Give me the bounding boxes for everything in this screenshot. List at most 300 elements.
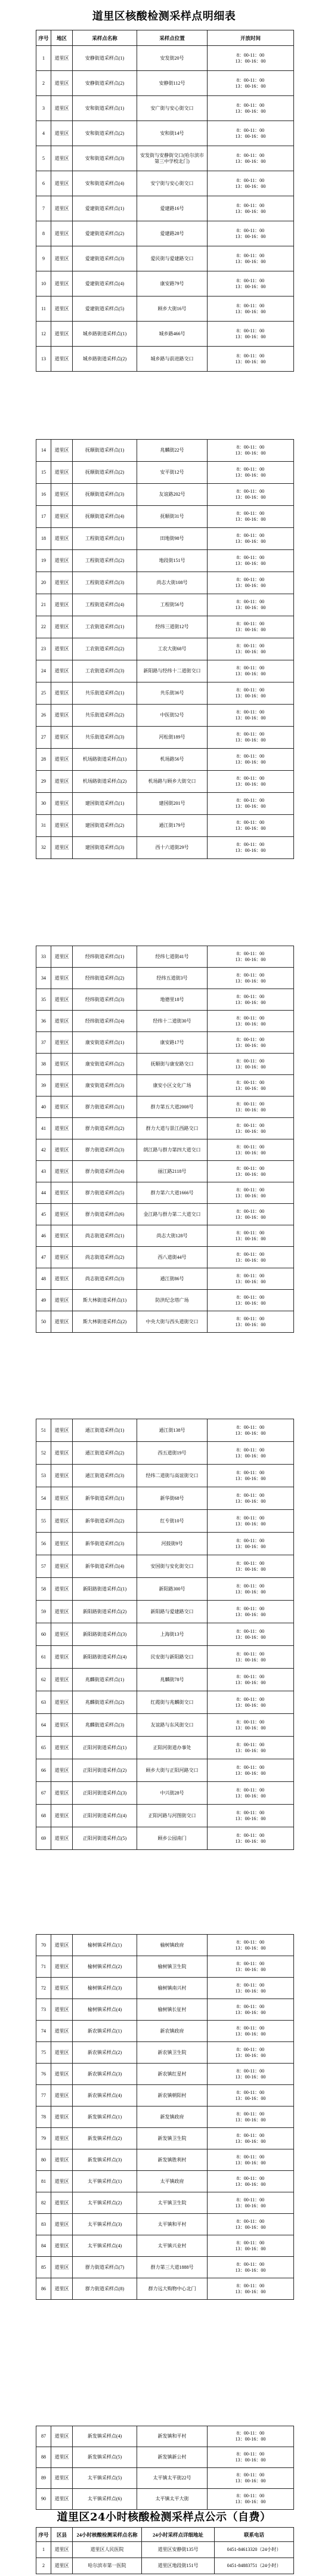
cell-open-hours — [208, 1182, 294, 1204]
cell-open-hours — [208, 322, 294, 347]
cell-site-location: 兆麟街22号 — [137, 440, 208, 462]
document-title: 道里区核酸检测采样点明细表 — [92, 10, 236, 23]
cell-site-name: 康安街道采样点(1) — [73, 1032, 137, 1054]
cell-district: 道里区 — [51, 771, 73, 793]
table-row — [36, 71, 294, 96]
cell-district: 道里区 — [51, 1465, 73, 1487]
cell-site-name: 城乡路街道采样点(2) — [73, 347, 137, 372]
cell-open-hours — [208, 2149, 294, 2171]
cell-district: 道里区 — [51, 1956, 73, 1978]
cell-district: 道里区 — [51, 221, 73, 246]
cell-site-location: 城乡路与前进路交口 — [137, 347, 208, 372]
cell-site-name: 康安街道采样点(2) — [73, 1054, 137, 1075]
open-hours-afternoon: 13：00-16：00 — [235, 495, 266, 500]
cell-site-name: 新发镇采样点(1) — [73, 2106, 137, 2128]
cell-site-location: 共乐街36号 — [137, 682, 208, 705]
cell-site-location: 太平镇和平村 — [137, 2214, 208, 2235]
cell-serial-number: 63 — [36, 1691, 51, 1714]
cell-district: 道里区 — [51, 1032, 73, 1054]
open-hours-morning: 8：00-11：00 — [236, 1122, 265, 1128]
cell-district: 道里区 — [51, 2278, 73, 2300]
table-row — [36, 2468, 294, 2489]
column-header: 采样点名称 — [73, 30, 137, 46]
cell-site-location: 安宁街与安心街交口 — [137, 171, 208, 196]
cell-serial-number: 48 — [36, 1268, 51, 1290]
open-hours-afternoon: 13：00-16：00 — [235, 1236, 266, 1241]
table-row — [36, 572, 294, 594]
table-row — [36, 2192, 294, 2214]
open-hours-afternoon: 13：00-16：00 — [235, 359, 266, 365]
open-hours-morning: 8：00-11：00 — [236, 1628, 265, 1634]
cell-open-hours — [208, 2489, 294, 2510]
table-row — [36, 1465, 294, 1487]
cell-serial-number: 15 — [36, 462, 51, 484]
open-hours-afternoon: 13：00-16：00 — [235, 1257, 266, 1263]
cell-site-name: 榆树镇采样点(2) — [73, 1956, 137, 1978]
cell-site-location: 西五道街19号 — [137, 1442, 208, 1465]
table-row — [36, 1935, 294, 1956]
open-hours-morning: 8：00-11：00 — [236, 533, 265, 538]
cell-open-hours — [208, 221, 294, 246]
open-hours-afternoon: 13：00-16：00 — [235, 1634, 266, 1640]
cell-serial-number: 66 — [36, 1759, 51, 1782]
cell-site-location: 安和街14号 — [137, 121, 208, 146]
cell-site-location: 顾乡大街16号 — [137, 296, 208, 322]
cell-open-hours — [208, 1225, 294, 1247]
cell-district: 道里区 — [51, 347, 73, 372]
cell-serial-number: 69 — [36, 1827, 51, 1850]
cell-open-hours — [208, 989, 294, 1011]
cell-district: 道里区 — [51, 246, 73, 271]
cell-open-hours — [208, 1118, 294, 1139]
open-hours-afternoon: 13：00-16：00 — [235, 1657, 266, 1663]
column-header: 序号 — [36, 30, 51, 46]
cell-serial-number: 21 — [36, 594, 51, 616]
open-hours-morning: 8：00-11：00 — [236, 1187, 265, 1193]
open-hours-afternoon: 13：00-16：00 — [235, 1453, 266, 1459]
sampling-table-page-1 — [36, 30, 294, 372]
cell-open-hours — [208, 1782, 294, 1805]
open-hours-morning: 8：00-11：00 — [236, 2240, 265, 2245]
open-hours-afternoon: 13：00-16：00 — [235, 333, 266, 339]
open-hours-afternoon: 13：00-16：00 — [235, 826, 266, 831]
open-hours-morning: 8：00-11：00 — [236, 2430, 265, 2436]
cell-site-location: 红霞街与兆麟街交口 — [137, 1691, 208, 1714]
cell-site-name: 正阳河街道采样点(4) — [73, 1805, 137, 1827]
open-hours-morning: 8：00-11：00 — [236, 277, 265, 283]
table-row — [36, 2149, 294, 2171]
cell-site-location: 群力第六大道1666号 — [137, 1182, 208, 1204]
cell-site-name: 经纬街道采样点(4) — [73, 1011, 137, 1032]
open-hours-afternoon: 13：00-16：00 — [235, 183, 266, 189]
cell-site-location: 太平镇卫生院 — [137, 2192, 208, 2214]
cell-district: 道里区 — [51, 1161, 73, 1182]
cell-district: 道里区 — [51, 1578, 73, 1601]
cell-open-hours — [208, 1442, 294, 1465]
table-row — [36, 46, 294, 71]
open-hours-morning: 8：00-11：00 — [236, 1673, 265, 1679]
cell-site-location: 新发镇胜利村 — [137, 2149, 208, 2171]
cell-district: 道里区 — [51, 2171, 73, 2192]
cell-serial-number: 46 — [36, 1225, 51, 1247]
cell-site-location: 民安街与新阳路交口 — [137, 1646, 208, 1669]
cell-site-location: 西十六道街29号 — [137, 837, 208, 859]
open-hours-morning: 8：00-11：00 — [236, 1015, 265, 1021]
cell-open-hours — [208, 1487, 294, 1510]
cell-site-name: 建国街道采样点(3) — [73, 837, 137, 859]
cell-serial-number: 86 — [36, 2278, 51, 2300]
table-row — [36, 1075, 294, 1097]
open-hours-afternoon: 13：00-16：00 — [235, 2436, 266, 2442]
cell-site-location: 经纬五道街3号 — [137, 968, 208, 989]
table-row — [36, 96, 294, 121]
cell-serial-number: 31 — [36, 815, 51, 837]
cell-site-name: 共乐街道采样点(3) — [73, 727, 137, 749]
cell-serial-number: 6 — [36, 171, 51, 196]
cell-serial-number: 76 — [36, 2064, 51, 2085]
cell-site-location: 工农大街68号 — [137, 638, 208, 660]
cell-district: 道里区 — [51, 2192, 73, 2214]
cell-site-name: 经纬街道采样点(1) — [73, 946, 137, 968]
cell-serial-number: 33 — [36, 946, 51, 968]
cell-site-location: 河松街189号 — [137, 727, 208, 749]
cell-open-hours — [208, 946, 294, 968]
table-row — [36, 660, 294, 682]
cell-serial-number: 1 — [36, 2542, 51, 2558]
open-hours-morning: 8：00-11：00 — [236, 252, 265, 258]
table-row — [36, 1601, 294, 1623]
cell-district: 道里区 — [51, 1827, 73, 1850]
cell-serial-number: 52 — [36, 1442, 51, 1465]
cell-site-name: 太平镇采样点(1) — [73, 2171, 137, 2192]
cell-site-name: 爱建街道采样点(2) — [73, 221, 137, 246]
open-hours-afternoon: 13：00-16：00 — [235, 1725, 266, 1731]
cell-site-location: 顾乡大街与正阳河路交口 — [137, 1759, 208, 1782]
cell-site-name: 榆树镇采样点(1) — [73, 1935, 137, 1956]
cell-district: 道里区 — [51, 1935, 73, 1956]
cell-site-name: 群力街道采样点(4) — [73, 1161, 137, 1182]
open-hours-afternoon: 13：00-16：00 — [235, 1793, 266, 1799]
cell-site-location: 新农镇政府 — [137, 2021, 208, 2042]
cell-district: 道里区 — [51, 462, 73, 484]
cell-open-hours — [208, 705, 294, 727]
cell-district: 道里区 — [51, 96, 73, 121]
cell-serial-number: 77 — [36, 2085, 51, 2106]
open-hours-afternoon: 13：00-16：00 — [235, 605, 266, 610]
cell-open-hours — [208, 1978, 294, 1999]
cell-district: 道里区 — [51, 322, 73, 347]
cell-open-hours — [208, 196, 294, 221]
cell-site-location: 康安小区文化广场 — [137, 1075, 208, 1097]
cell-site-name: 群力街道采样点(8) — [73, 2278, 137, 2300]
open-hours-morning: 8：00-11：00 — [236, 1537, 265, 1543]
cell-district: 道里区 — [51, 1118, 73, 1139]
cell-serial-number: 68 — [36, 1805, 51, 1827]
cell-site-location: 正阳河路与河图街交口 — [137, 1805, 208, 1827]
open-hours-afternoon: 13：00-16：00 — [235, 1966, 266, 1972]
cell-site-name: 安和街道采样点(2) — [73, 121, 137, 146]
cell-site-location: 群力第三大道1888号 — [137, 2257, 208, 2278]
open-hours-afternoon: 13：00-16：00 — [235, 2245, 266, 2251]
open-hours-afternoon: 13：00-16：00 — [235, 1321, 266, 1327]
cell-site-name: 新发镇采样点(3) — [73, 2149, 137, 2171]
cell-serial-number: 88 — [36, 2447, 51, 2468]
open-hours-morning: 8：00-11：00 — [236, 1741, 265, 1747]
cell-site-name: 建国街道采样点(1) — [73, 793, 137, 815]
open-hours-afternoon: 13：00-16：00 — [235, 693, 266, 699]
cell-site-name: 通江街道采样点(3) — [73, 1465, 137, 1487]
cell-district: 道里区 — [51, 46, 73, 71]
table-row — [36, 1204, 294, 1225]
cell-site-location: 经纬二道街与高谊街交口 — [137, 1465, 208, 1487]
table-row — [36, 2489, 294, 2510]
table-row — [36, 440, 294, 462]
open-hours-afternoon: 13：00-16：00 — [235, 158, 266, 164]
table-row — [36, 271, 294, 296]
cell-site-name: 爱建街道采样点(3) — [73, 246, 137, 271]
cell-serial-number: 90 — [36, 2489, 51, 2510]
cell-open-hours — [208, 2278, 294, 2300]
cell-serial-number: 78 — [36, 2106, 51, 2128]
open-hours-morning: 8：00-11：00 — [236, 102, 265, 108]
cell-serial-number: 10 — [36, 271, 51, 296]
cell-open-hours — [208, 968, 294, 989]
open-hours-morning: 8：00-11：00 — [236, 1294, 265, 1300]
cell-site-name: 爱建街道采样点(1) — [73, 196, 137, 221]
cell-serial-number: 26 — [36, 705, 51, 727]
cell-site-name: 兆麟街道采样点(3) — [73, 1714, 137, 1737]
cell-site-name: 太平镇采样点(6) — [73, 2489, 137, 2510]
cell-serial-number: 57 — [36, 1555, 51, 1578]
open-hours-morning: 8：00-11：00 — [236, 511, 265, 516]
cell-open-hours — [208, 2106, 294, 2128]
open-hours-morning: 8：00-11：00 — [236, 2025, 265, 2031]
open-hours-afternoon: 13：00-16：00 — [235, 58, 266, 64]
open-hours-afternoon: 13：00-16：00 — [235, 1679, 266, 1685]
open-hours-afternoon: 13：00-16：00 — [235, 1085, 266, 1091]
table-row — [36, 2171, 294, 2192]
cell-open-hours — [208, 1999, 294, 2021]
cell-open-hours — [208, 1268, 294, 1290]
table-row — [36, 2042, 294, 2064]
cell-site-location: 友谊路与东风街交口 — [137, 1714, 208, 1737]
open-hours-morning: 8：00-11：00 — [236, 2282, 265, 2288]
cell-open-hours — [208, 1601, 294, 1623]
open-hours-morning: 8：00-11：00 — [236, 52, 265, 58]
cell-open-hours — [208, 1691, 294, 1714]
open-hours-afternoon: 13：00-16：00 — [235, 2160, 266, 2166]
cell-site-name: 新阳路街道采样点(4) — [73, 1646, 137, 1669]
open-hours-morning: 8：00-11：00 — [236, 753, 265, 759]
cell-site-name: 太平镇采样点(2) — [73, 2192, 137, 2214]
cell-site-location: 工程街56号 — [137, 594, 208, 616]
cell-site-name: 抚顺街道采样点(2) — [73, 462, 137, 484]
open-hours-morning: 8：00-11：00 — [236, 1315, 265, 1321]
table-row — [36, 1097, 294, 1118]
table-row — [36, 1510, 294, 1533]
cell-serial-number: 18 — [36, 528, 51, 550]
cell-open-hours — [208, 2021, 294, 2042]
open-hours-afternoon: 13：00-16：00 — [235, 715, 266, 721]
cell-district: 道里区 — [51, 1759, 73, 1782]
cell-serial-number: 19 — [36, 550, 51, 572]
cell-site-name: 新阳路街道采样点(3) — [73, 1623, 137, 1646]
cell-site-location: 防洪纪念塔广场 — [137, 1290, 208, 1311]
cell-serial-number: 75 — [36, 2042, 51, 2064]
column-header: 序号 — [36, 2528, 51, 2542]
cell-serial-number: 28 — [36, 749, 51, 771]
cell-open-hours — [208, 462, 294, 484]
cell-site-location: 太平镇兴业村 — [137, 2235, 208, 2257]
cell-open-hours — [208, 484, 294, 506]
cell-site-location: 安静街112号 — [137, 71, 208, 96]
open-hours-afternoon: 13：00-16：00 — [235, 283, 266, 289]
cell-serial-number: 79 — [36, 2128, 51, 2149]
cell-serial-number: 34 — [36, 968, 51, 989]
open-hours-afternoon: 13：00-16：00 — [235, 2052, 266, 2058]
sampling-table-page-3 — [36, 946, 294, 1333]
cell-site-location: 新华街68号 — [137, 1487, 208, 1510]
table-row — [36, 594, 294, 616]
cell-site-location: 抚顺街与康安路交口 — [137, 1054, 208, 1075]
cell-site-location: 地段街151号 — [137, 550, 208, 572]
cell-site-name: 共乐街道采样点(1) — [73, 682, 137, 705]
cell-serial-number: 1 — [36, 46, 51, 71]
cell-open-hours — [208, 2426, 294, 2447]
cell-serial-number: 43 — [36, 1161, 51, 1182]
cell-site-location: 爱建路16号 — [137, 196, 208, 221]
table-row — [36, 1268, 294, 1290]
cell-open-hours — [208, 1097, 294, 1118]
cell-site-location: 新发镇新公村 — [137, 2447, 208, 2468]
open-hours-morning: 8：00-11：00 — [236, 1230, 265, 1236]
cell-district: 道里区 — [51, 1442, 73, 1465]
column-header: 地区 — [51, 30, 73, 46]
table-row — [36, 1956, 294, 1978]
cell-open-hours — [208, 1247, 294, 1268]
cell-site-location: 太平镇太平街22号 — [137, 2468, 208, 2489]
open-hours-morning: 8：00-11：00 — [236, 77, 265, 83]
cell-open-hours — [208, 528, 294, 550]
cell-site-name: 建国街道采样点(2) — [73, 815, 137, 837]
open-hours-morning: 8：00-11：00 — [236, 621, 265, 626]
cell-serial-number: 62 — [36, 1669, 51, 1691]
cell-site-name: 斯大林街道采样点(2) — [73, 1311, 137, 1333]
cell-district: 道里区 — [51, 1646, 73, 1669]
table-row — [36, 322, 294, 347]
cell-district: 道里区 — [51, 1691, 73, 1714]
cell-district: 道里区 — [51, 484, 73, 506]
open-hours-afternoon: 13：00-16：00 — [235, 1150, 266, 1156]
open-hours-morning: 8：00-11：00 — [236, 1560, 265, 1566]
cell-site-location: 顾乡公园南门 — [137, 1827, 208, 1850]
cell-serial-number: 64 — [36, 1714, 51, 1737]
open-hours-morning: 8：00-11：00 — [236, 1101, 265, 1107]
cell-district: 道里区 — [51, 1311, 73, 1333]
cell-district: 道里区 — [51, 1999, 73, 2021]
cell-serial-number: 3 — [36, 96, 51, 121]
open-hours-morning: 8：00-11：00 — [236, 665, 265, 671]
cell-site-location: 中兴街28号 — [137, 1782, 208, 1805]
self-pay-24h-table — [36, 2527, 294, 2574]
cell-serial-number: 82 — [36, 2192, 51, 2214]
cell-open-hours — [208, 727, 294, 749]
cell-site-location: 通江街138号 — [137, 1419, 208, 1442]
open-hours-afternoon: 13：00-16：00 — [235, 1521, 266, 1527]
cell-district: 道里区 — [51, 1290, 73, 1311]
open-hours-afternoon: 13：00-16：00 — [235, 1815, 266, 1821]
cell-district: 道里区 — [51, 1805, 73, 1827]
open-hours-afternoon: 13：00-16：00 — [235, 208, 266, 214]
cell-site-name: 尚志街道采样点(3) — [73, 1268, 137, 1290]
cell-district: 道里区 — [51, 1487, 73, 1510]
cell-district: 道里区 — [51, 2468, 73, 2489]
cell-site-name: 抚顺街道采样点(3) — [73, 484, 137, 506]
table-row — [36, 705, 294, 727]
cell-site-location: 地德里18号 — [137, 989, 208, 1011]
cell-serial-number: 5 — [36, 146, 51, 171]
cell-open-hours — [208, 296, 294, 322]
open-hours-morning: 8：00-11：00 — [236, 798, 265, 803]
cell-serial-number: 35 — [36, 989, 51, 1011]
open-hours-morning: 8：00-11：00 — [236, 1764, 265, 1770]
cell-site-location: 新发镇卫生院 — [137, 2128, 208, 2149]
open-hours-morning: 8：00-11：00 — [236, 1469, 265, 1475]
cell-open-hours — [208, 1827, 294, 1850]
table-row — [36, 946, 294, 968]
cell-site-name: 工农街道采样点(3) — [73, 660, 137, 682]
open-hours-afternoon: 13：00-16：00 — [235, 233, 266, 239]
cell-site-location: 爱民街与爱建路交口 — [137, 246, 208, 271]
cell-site-name: 正阳河街道采样点(5) — [73, 1827, 137, 1850]
cell-open-hours — [208, 2447, 294, 2468]
table-row — [36, 2085, 294, 2106]
open-hours-morning: 8：00-11：00 — [236, 1424, 265, 1430]
cell-district: 道里区 — [51, 1737, 73, 1759]
cell-site-name: 群力街道采样点(1) — [73, 1097, 137, 1118]
table-row — [36, 1419, 294, 1442]
cell-serial-number: 44 — [36, 1182, 51, 1204]
cell-site-name: 新发镇采样点(4) — [73, 2426, 137, 2447]
cell-serial-number: 11 — [36, 296, 51, 322]
open-hours-afternoon: 13：00-16：00 — [235, 583, 266, 588]
open-hours-afternoon: 13：00-16：00 — [235, 133, 266, 139]
cell-serial-number: 17 — [36, 506, 51, 528]
cell-site-address: 道里区地段街151号 — [142, 2558, 215, 2574]
cell-district: 道里区 — [51, 2558, 73, 2574]
cell-district: 道里区 — [51, 1782, 73, 1805]
cell-district: 道里区 — [51, 296, 73, 322]
open-hours-afternoon: 13：00-16：00 — [235, 2203, 266, 2209]
table-row — [36, 837, 294, 859]
cell-open-hours — [208, 1714, 294, 1737]
open-hours-morning: 8：00-11：00 — [236, 776, 265, 781]
cell-open-hours — [208, 660, 294, 682]
cell-serial-number: 25 — [36, 682, 51, 705]
sampling-table-page-4 — [36, 1419, 294, 1850]
cell-district: 道里区 — [51, 1714, 73, 1737]
cell-serial-number: 67 — [36, 1782, 51, 1805]
cell-site-location: 通江街179号 — [137, 815, 208, 837]
open-hours-morning: 8：00-11：00 — [236, 993, 265, 999]
cell-serial-number: 7 — [36, 196, 51, 221]
table-row — [36, 1805, 294, 1827]
cell-serial-number: 4 — [36, 121, 51, 146]
cell-site-location: 城乡路466号 — [137, 322, 208, 347]
open-hours-afternoon: 13：00-16：00 — [235, 539, 266, 544]
cell-serial-number: 38 — [36, 1054, 51, 1075]
sampling-table-page-2 — [36, 439, 294, 859]
